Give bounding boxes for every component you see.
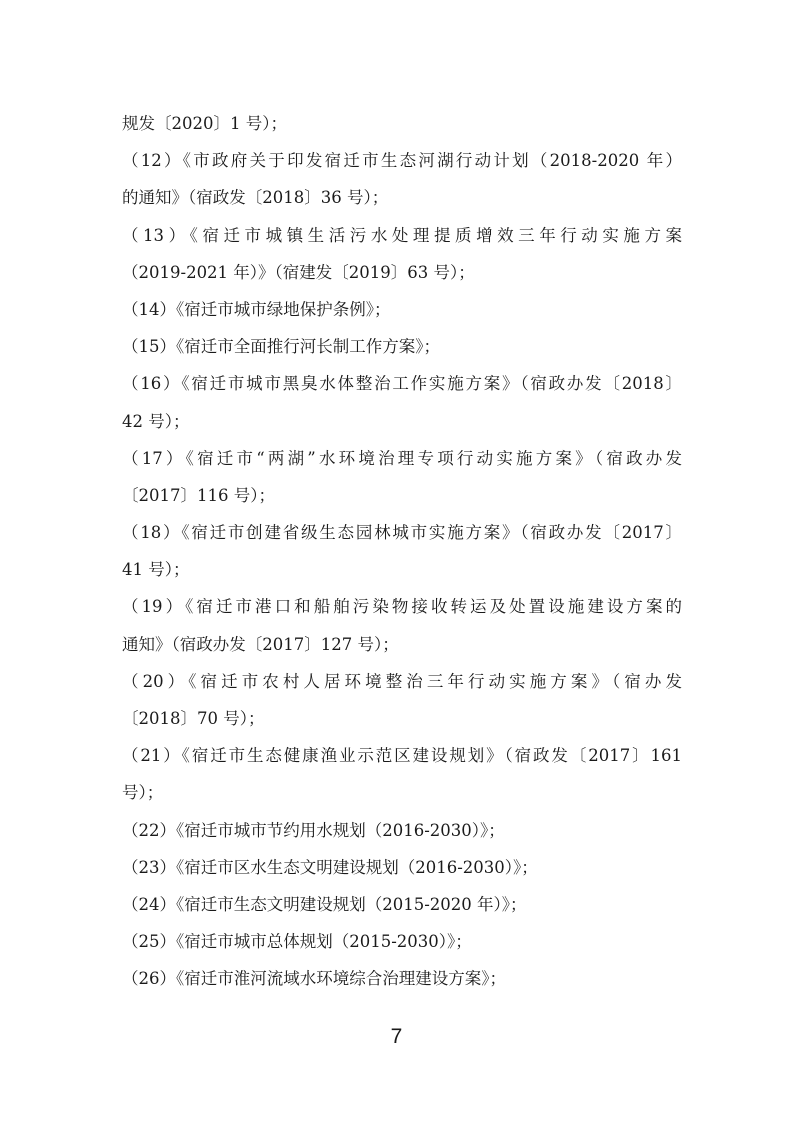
text-line: （24）《宿迁市生态文明建设规划（2015-2020 年）》；	[122, 894, 527, 914]
text-line: 42 号）；	[122, 411, 190, 431]
text-line: 〔2017〕116 号）；	[122, 485, 275, 505]
text-line: 41 号）；	[122, 560, 190, 580]
page-number: 7	[390, 1025, 403, 1048]
text-line: （14）《宿迁市城市绿地保护条例》；	[122, 299, 391, 319]
text-line: （18）《宿迁市创建省级生态园林城市实施方案》（宿政办发〔2017〕	[122, 523, 682, 543]
text-line: （21）《宿迁市生态健康渔业示范区建设规划》（宿政发〔2017〕161	[122, 746, 682, 766]
text-line: （22）《宿迁市城市节约用水规划（2016-2030）》；	[122, 820, 505, 840]
text-line: （20）《宿迁市农村人居环境整治三年行动实施方案》（宿办发	[122, 671, 682, 691]
text-line: 〔2018〕70 号）；	[122, 709, 265, 728]
text-line: （23）《宿迁市区水生态文明建设规划（2016-2030）》；	[122, 857, 538, 877]
text-line: 规发〔2020〕1 号）；	[122, 114, 287, 133]
text-line: （13）《宿迁市城镇生活污水处理提质增效三年行动实施方案	[122, 225, 682, 245]
text-line: （12）《市政府关于印发宿迁市生态河湖行动计划（2018-2020 年）	[122, 151, 682, 171]
text-line: （2019-2021 年）》（宿建发〔2019〕63 号）；	[122, 262, 475, 282]
reference-list	[122, 105, 682, 998]
text-line: （16）《宿迁市城市黑臭水体整治工作实施方案》（宿政办发〔2018〕	[122, 374, 682, 394]
text-line: （15）《宿迁市全面推行河长制工作方案》；	[122, 337, 440, 357]
text-line: 的通知》（宿政发〔2018〕36 号）；	[122, 188, 389, 208]
text-line: （19）《宿迁市港口和船舶污染物接收转运及处置设施建设方案的	[122, 597, 682, 617]
text-line: （25）《宿迁市城市总体规划（2015-2030）》；	[122, 932, 472, 952]
text-line: （26）《宿迁市淮河流域水环境综合治理建设方案》；	[122, 969, 506, 989]
text-line: （17）《宿迁市“两湖”水环境治理专项行动实施方案》（宿政办发	[122, 448, 682, 468]
text-line: 号）；	[122, 783, 164, 803]
text-line: 通知》（宿政办发〔2017〕127 号）；	[122, 634, 399, 654]
